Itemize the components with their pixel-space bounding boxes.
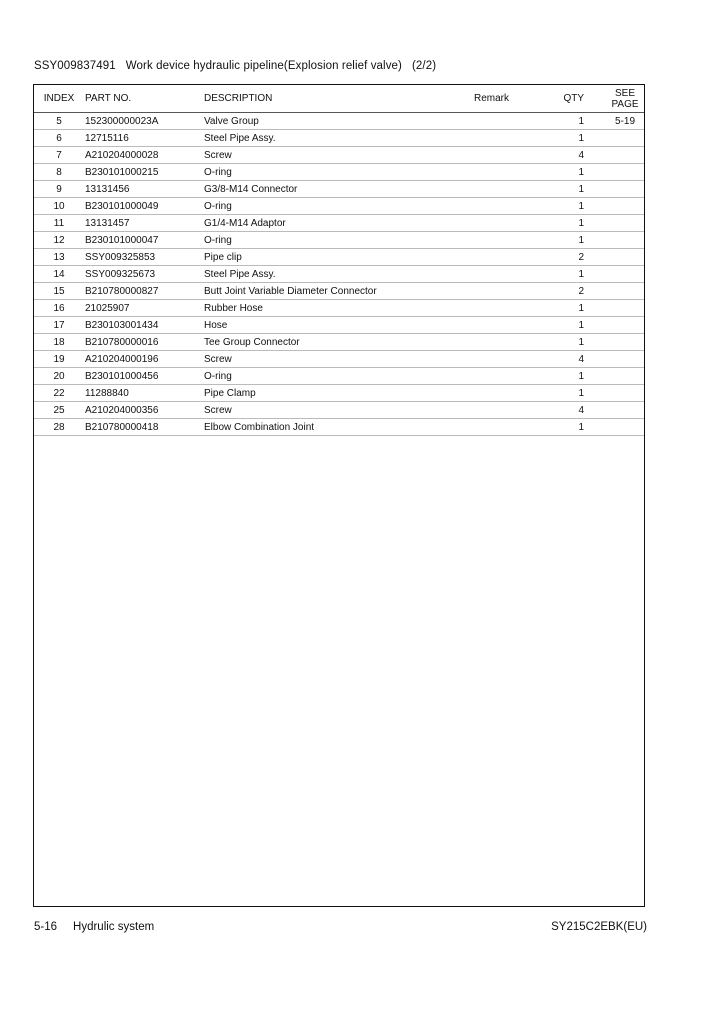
table-row [34, 351, 644, 368]
cell-index: 9 [34, 181, 84, 198]
table-row [34, 368, 644, 385]
cell-qty: 1 [544, 368, 606, 385]
cell-part-no: A210204000196 [84, 351, 204, 368]
cell-description: Steel Pipe Assy. [204, 266, 474, 283]
cell-remark [474, 368, 544, 385]
table-row [34, 130, 644, 147]
cell-index: 17 [34, 317, 84, 334]
cell-part-no: A210204000028 [84, 147, 204, 164]
cell-description: Pipe clip [204, 249, 474, 266]
footer-page-number: 5-16 [34, 921, 58, 933]
cell-part-no: 11288840 [84, 385, 204, 402]
cell-qty: 1 [544, 334, 606, 351]
column-header-remark: Remark [474, 85, 544, 113]
cell-part-no: 13131456 [84, 181, 204, 198]
cell-index: 25 [34, 402, 84, 419]
column-header-see-page [606, 85, 644, 113]
cell-see-page [606, 130, 644, 147]
cell-part-no: 152300000023A [84, 113, 204, 130]
cell-description: Rubber Hose [204, 300, 474, 317]
table-row [34, 334, 644, 351]
cell-index: 16 [34, 300, 84, 317]
table-row [34, 402, 644, 419]
table-row [34, 181, 644, 198]
cell-qty: 2 [544, 283, 606, 300]
cell-part-no: 13131457 [84, 215, 204, 232]
column-header-part-no: PART NO. [84, 85, 204, 113]
cell-description: Valve Group [204, 113, 474, 130]
cell-description: O-ring [204, 198, 474, 215]
table-row [34, 300, 644, 317]
cell-remark [474, 351, 544, 368]
footer-model: SY215C2EBK(EU) [551, 921, 647, 933]
footer-left [34, 921, 154, 933]
column-header-index: INDEX [34, 85, 84, 113]
cell-part-no: SSY009325673 [84, 266, 204, 283]
cell-part-no: 12715116 [84, 130, 204, 147]
cell-part-no: B230101000456 [84, 368, 204, 385]
cell-see-page [606, 334, 644, 351]
cell-see-page [606, 232, 644, 249]
cell-description: O-ring [204, 164, 474, 181]
cell-remark [474, 113, 544, 130]
cell-qty: 1 [544, 266, 606, 283]
table-row [34, 147, 644, 164]
cell-description: Pipe Clamp [204, 385, 474, 402]
cell-part-no: B210780000418 [84, 419, 204, 436]
cell-qty: 1 [544, 215, 606, 232]
cell-qty: 4 [544, 351, 606, 368]
cell-index: 14 [34, 266, 84, 283]
cell-index: 19 [34, 351, 84, 368]
column-header-description: DESCRIPTION [204, 85, 474, 113]
cell-remark [474, 419, 544, 436]
cell-part-no: B230101000215 [84, 164, 204, 181]
cell-qty: 1 [544, 130, 606, 147]
cell-part-no: B230101000049 [84, 198, 204, 215]
cell-qty: 1 [544, 113, 606, 130]
cell-remark [474, 385, 544, 402]
see-page-line2: PAGE [611, 98, 639, 110]
cell-see-page [606, 266, 644, 283]
cell-qty: 1 [544, 181, 606, 198]
cell-description: O-ring [204, 368, 474, 385]
page-part: (2/2) [411, 60, 437, 72]
cell-remark [474, 300, 544, 317]
column-header-qty: QTY [544, 85, 606, 113]
cell-see-page [606, 283, 644, 300]
cell-description: Screw [204, 147, 474, 164]
cell-remark [474, 266, 544, 283]
cell-see-page [606, 368, 644, 385]
cell-remark [474, 402, 544, 419]
table-row [34, 249, 644, 266]
cell-description: Tee Group Connector [204, 334, 474, 351]
cell-remark [474, 215, 544, 232]
cell-see-page [606, 419, 644, 436]
cell-part-no: B210780000016 [84, 334, 204, 351]
table-row [34, 232, 644, 249]
cell-index: 12 [34, 232, 84, 249]
cell-remark [474, 317, 544, 334]
parts-table-body [34, 113, 644, 436]
cell-see-page [606, 164, 644, 181]
cell-description: Butt Joint Variable Diameter Connector [204, 283, 474, 300]
cell-part-no: B230101000047 [84, 232, 204, 249]
cell-remark [474, 130, 544, 147]
table-row [34, 215, 644, 232]
cell-see-page [606, 249, 644, 266]
cell-description: Screw [204, 402, 474, 419]
cell-see-page [606, 300, 644, 317]
table-row [34, 266, 644, 283]
cell-index: 7 [34, 147, 84, 164]
cell-see-page: 5-19 [606, 113, 644, 130]
document-title: Work device hydraulic pipeline(Explosion relief valve) [125, 60, 402, 72]
cell-index: 10 [34, 198, 84, 215]
cell-qty: 1 [544, 232, 606, 249]
table-row [34, 385, 644, 402]
cell-index: 28 [34, 419, 84, 436]
cell-description: Elbow Combination Joint [204, 419, 474, 436]
cell-remark [474, 181, 544, 198]
cell-qty: 1 [544, 385, 606, 402]
cell-part-no: B230103001434 [84, 317, 204, 334]
cell-index: 18 [34, 334, 84, 351]
cell-see-page [606, 317, 644, 334]
table-header-row [34, 85, 644, 113]
table-row [34, 164, 644, 181]
table-row [34, 283, 644, 300]
see-page-line1: SEE [614, 87, 635, 99]
cell-description: Steel Pipe Assy. [204, 130, 474, 147]
cell-qty: 1 [544, 164, 606, 181]
cell-remark [474, 334, 544, 351]
cell-index: 6 [34, 130, 84, 147]
cell-index: 5 [34, 113, 84, 130]
cell-qty: 4 [544, 147, 606, 164]
parts-list-frame [33, 84, 645, 907]
cell-remark [474, 164, 544, 181]
cell-part-no: SSY009325853 [84, 249, 204, 266]
cell-qty: 2 [544, 249, 606, 266]
cell-remark [474, 283, 544, 300]
cell-see-page [606, 215, 644, 232]
cell-see-page [606, 181, 644, 198]
cell-see-page [606, 385, 644, 402]
cell-part-no: A210204000356 [84, 402, 204, 419]
cell-description: Screw [204, 351, 474, 368]
cell-see-page [606, 198, 644, 215]
table-row [34, 419, 644, 436]
footer-section: Hydrulic system [73, 921, 155, 933]
cell-qty: 4 [544, 402, 606, 419]
table-row [34, 113, 644, 130]
table-row [34, 198, 644, 215]
cell-see-page [606, 402, 644, 419]
cell-remark [474, 147, 544, 164]
cell-description: Hose [204, 317, 474, 334]
cell-part-no: 21025907 [84, 300, 204, 317]
cell-description: O-ring [204, 232, 474, 249]
cell-remark [474, 232, 544, 249]
cell-description: G1/4-M14 Adaptor [204, 215, 474, 232]
cell-index: 11 [34, 215, 84, 232]
cell-index: 15 [34, 283, 84, 300]
cell-index: 8 [34, 164, 84, 181]
document-code: SSY009837491 [34, 60, 116, 72]
cell-remark [474, 249, 544, 266]
cell-index: 20 [34, 368, 84, 385]
cell-part-no: B210780000827 [84, 283, 204, 300]
cell-remark [474, 198, 544, 215]
cell-description: G3/8-M14 Connector [204, 181, 474, 198]
cell-index: 13 [34, 249, 84, 266]
cell-qty: 1 [544, 198, 606, 215]
parts-table [34, 85, 644, 436]
cell-qty: 1 [544, 317, 606, 334]
page-title [34, 60, 436, 72]
cell-index: 22 [34, 385, 84, 402]
cell-qty: 1 [544, 419, 606, 436]
cell-qty: 1 [544, 300, 606, 317]
table-row [34, 317, 644, 334]
cell-see-page [606, 351, 644, 368]
cell-see-page [606, 147, 644, 164]
